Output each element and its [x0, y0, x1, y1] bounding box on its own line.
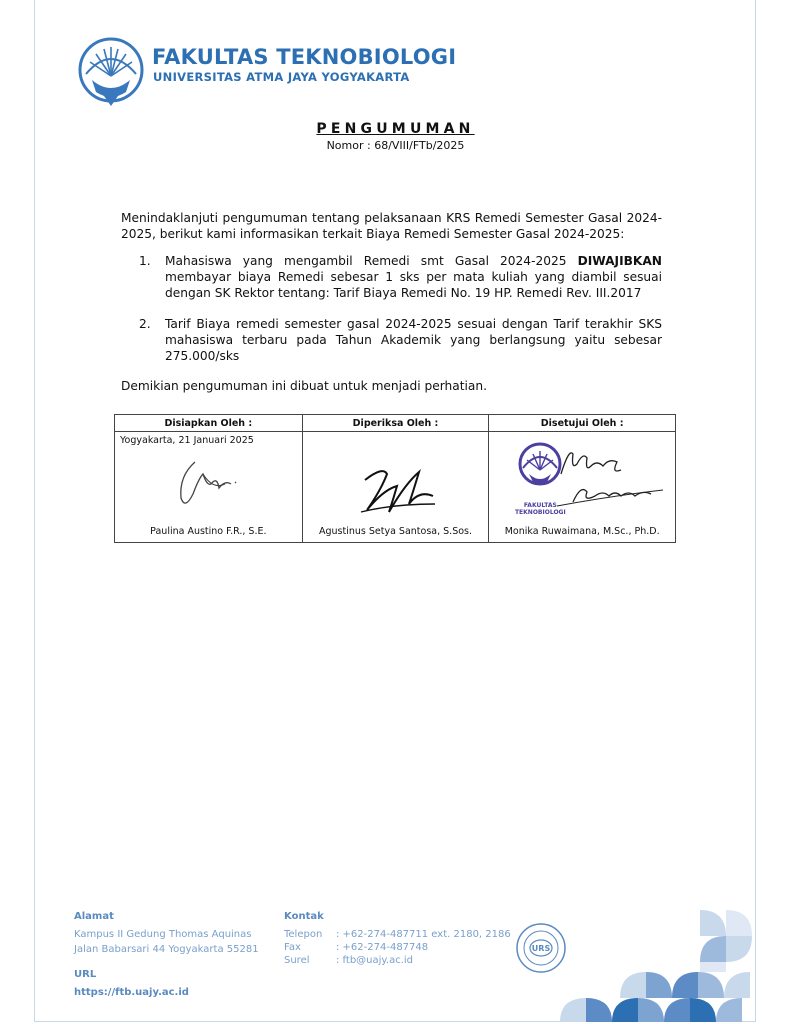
signer-name: Paulina Austino F.R., S.E.	[150, 526, 267, 537]
contact-label: Kontak	[284, 911, 324, 922]
signer-name: Monika Ruwaimana, M.Sc., Ph.D.	[504, 526, 660, 537]
website-link[interactable]: https://ftb.uajy.ac.id	[74, 987, 189, 998]
address-line-1: Kampus II Gedung Thomas Aquinas	[74, 929, 252, 940]
list-text-post: membayar biaya Remedi sebesar 1 sks per mata kuliah yang diambil sesuai dengan SK Rektor tentang: Tarif Biaya Remedi No. 19 HP. Remedi Rev. III.2017	[165, 270, 662, 300]
signature-cell-approved	[489, 432, 676, 543]
contact-fax	[284, 942, 428, 953]
signature-prepared-icon	[173, 454, 253, 514]
signature-cell-prepared	[115, 432, 303, 543]
contact-value[interactable]: : ftb@uajy.ac.id	[336, 955, 414, 966]
address-label: Alamat	[74, 911, 114, 922]
signature-cell-checked	[302, 432, 489, 543]
list-text	[165, 253, 662, 301]
list-text-pre: Mahasiswa yang mengambil Remedi smt Gasal 2024-2025	[165, 254, 578, 268]
contact-key: Surel	[284, 955, 310, 966]
intro-paragraph: Menindaklanjuti pengumuman tentang pelaksanaan KRS Remedi Semester Gasal 2024-2025, berikut kami informasikan terkait Biaya Remedi Semester Gasal 2024-2025:	[121, 211, 662, 241]
document-title: PENGUMUMAN	[316, 121, 475, 137]
stamp-label: FAKULTAS TEKNOBIOLOGI	[514, 502, 566, 516]
signature-date: Yogyakarta, 21 Januari 2025	[120, 435, 254, 446]
signature-table	[114, 414, 676, 543]
list-item	[139, 253, 662, 301]
contact-value: : +62-274-487711 ext. 2180, 2186	[336, 929, 511, 940]
contact-key: Fax	[284, 942, 301, 953]
header-approved: Disetujui Oleh :	[489, 415, 676, 432]
url-label: URL	[74, 969, 97, 980]
list-number: 1.	[139, 254, 151, 268]
contact-email	[284, 955, 413, 966]
contact-phone	[284, 929, 511, 940]
address-line-2: Jalan Babarsari 44 Yogyakarta 55281	[74, 944, 259, 955]
header-prepared: Disiapkan Oleh :	[115, 415, 303, 432]
corner-decoration-icon	[540, 900, 756, 1022]
closing-paragraph: Demikian pengumuman ini dibuat untuk menjadi perhatian.	[121, 379, 487, 393]
list-number: 2.	[139, 317, 151, 331]
signature-checked-icon	[353, 460, 443, 520]
cert-text: URS	[531, 944, 551, 953]
list-text: Tarif Biaya remedi semester gasal 2024-2025 sesuai dengan Tarif terakhir SKS mahasiswa terbaru pada Tahun Akademik yang berlangsung yaitu sebesar 275.000/sks	[165, 317, 662, 363]
header-checked: Diperiksa Oleh :	[302, 415, 489, 432]
university-name: UNIVERSITAS ATMA JAYA YOGYAKARTA	[153, 70, 410, 84]
contact-value: : +62-274-487748	[336, 942, 429, 953]
document-number: Nomor : 68/VIII/FTb/2025	[326, 139, 465, 152]
faculty-name: FAKULTAS TEKNOBIOLOGI	[152, 45, 457, 69]
list-item	[139, 316, 662, 364]
signature-approved-icon	[551, 444, 669, 514]
university-logo-icon	[76, 36, 146, 108]
list-text-bold: DIWAJIBKAN	[577, 254, 662, 268]
contact-key: Telepon	[284, 929, 323, 940]
signer-name: Agustinus Setya Santosa, S.Sos.	[318, 526, 473, 537]
